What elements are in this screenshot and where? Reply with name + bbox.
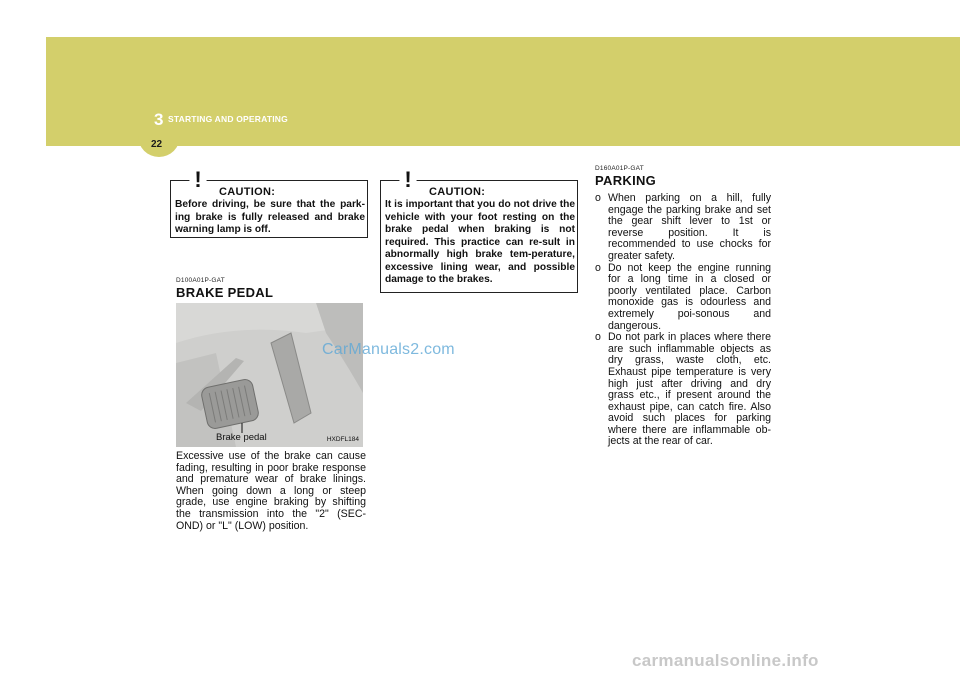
section-code: D100A01P-GAT	[176, 277, 225, 284]
header-band	[46, 37, 960, 146]
section-heading-brake-pedal: BRAKE PEDAL	[176, 285, 274, 300]
bullet: o	[595, 261, 601, 274]
caution-text: Before driving, be sure that the park-ing brake is fully released and brake warning lamp is off.	[175, 199, 365, 235]
parking-list	[595, 193, 771, 448]
watermark-overlay[interactable]: CarManuals2.com	[322, 341, 455, 358]
list-item	[595, 332, 771, 448]
brake-pedal-illustration	[176, 303, 363, 447]
warning-exclamation-icon	[394, 166, 422, 190]
list-item-text: When parking on a hill, fully engage the parking brake and set the gear shift lever to 1st or reverse position. It is recommended to use chocks for greater safety.	[608, 192, 771, 262]
caution-title: CAUTION:	[219, 186, 276, 198]
svg-text:!: !	[404, 167, 412, 190]
list-item-text: Do not keep the engine running for a long time in a closed or poorly ventilated place. Carbon monoxide gas is odourless and extremely poi-sonous and dangerous.	[608, 261, 771, 332]
brake-pedal-text: Excessive use of the brake can cause fading, resulting in poor brake response and premature wear of brake linings. When going down a long or steep grade, use engine braking by shifting the transmission into the "2" (SEC-OND) or "L" (LOW) position.	[176, 450, 366, 532]
section-code: D160A01P-GAT	[595, 165, 644, 172]
caution-title: CAUTION:	[429, 186, 486, 198]
caution-box-brake-resting	[380, 167, 578, 293]
brake-pedal-figure	[176, 303, 363, 447]
bullet: o	[595, 331, 601, 344]
chapter-title: STARTING AND OPERATING	[168, 114, 288, 124]
page-number: 22	[151, 139, 163, 150]
chapter-number: 3	[154, 110, 164, 129]
warning-exclamation-icon	[184, 166, 212, 190]
list-item	[595, 193, 771, 263]
figure-code: HXDFL184	[326, 436, 359, 443]
bullet: o	[595, 192, 601, 204]
section-heading-parking: PARKING	[595, 173, 657, 188]
figure-label: Brake pedal	[216, 432, 267, 443]
caution-box-parking-brake	[170, 167, 368, 238]
list-item-text: Do not park in places where there are such inflammable objects as dry grass, waste cloth, etc. Exhaust pipe temperature is very high just after driving and dry grass etc., if present around the exhaust pipe, can catch fire. Also avoid such places for parking where there are inflammable ob-jects at the rear of car.	[608, 331, 771, 448]
watermark-footer[interactable]: carmanualsonline.info	[632, 651, 819, 670]
caution-text: It is important that you do not drive the vehicle with your foot resting on the brake pedal when braking is not required. This practice can re-sult in abnormally high brake tem-perature, excessive lining wear, and possible damage to the brakes.	[385, 199, 575, 285]
svg-text:!: !	[194, 167, 202, 190]
list-item	[595, 263, 771, 333]
